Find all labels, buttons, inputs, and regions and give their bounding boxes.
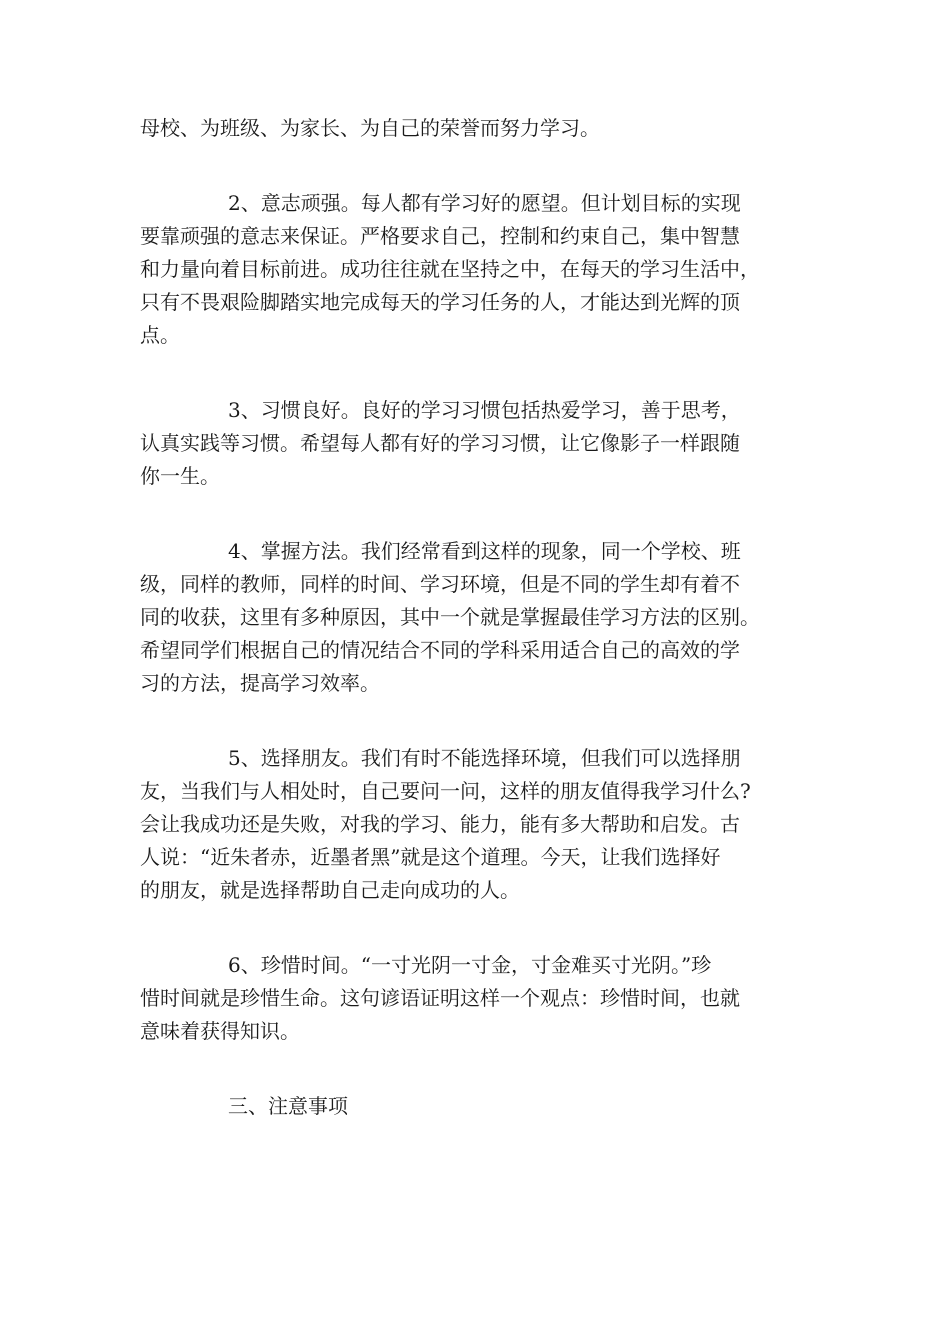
text-line: 要靠顽强的意志来保证。严格要求自己，控制和约束自己，集中智慧 [140, 224, 740, 248]
text-line: 6、珍惜时间。“一寸光阴一寸金，寸金难买寸光阴。”珍 [228, 953, 712, 977]
text-line: 你一生。 [140, 464, 220, 488]
text-line: 友，当我们与人相处时，自己要问一问，这样的朋友值得我学习什么? [140, 779, 751, 803]
section-heading: 三、注意事项 [228, 1094, 348, 1118]
text-line: 习的方法，提高学习效率。 [140, 671, 380, 695]
document-page [140, 112, 820, 1123]
text-line: 的朋友，就是选择帮助自己走向成功的人。 [140, 878, 520, 902]
text-line: 希望同学们根据自己的情况结合不同的学科采用适合自己的高效的学 [140, 638, 740, 662]
text-line: 4、掌握方法。我们经常看到这样的现象，同一个学校、班 [228, 539, 741, 563]
paragraph-item-3 [140, 394, 820, 493]
text-line: 同的收获，这里有多种原因，其中一个就是掌握最佳学习方法的区别。 [140, 605, 760, 629]
text-line: 只有不畏艰险脚踏实地完成每天的学习任务的人，才能达到光辉的顶 [140, 290, 740, 314]
text-line: 3、习惯良好。良好的学习习惯包括热爱学习，善于思考， [228, 398, 741, 422]
paragraph-item-4 [140, 535, 820, 700]
paragraph-continuation [140, 112, 820, 145]
text-line: 级，同样的教师，同样的时间、学习环境，但是不同的学生却有着不 [140, 572, 740, 596]
text-line: 和力量向着目标前进。成功往往就在坚持之中，在每天的学习生活中， [140, 257, 760, 281]
text-line: 惜时间就是珍惜生命。这句谚语证明这样一个观点：珍惜时间，也就 [140, 986, 740, 1010]
paragraph-item-6 [140, 949, 820, 1048]
text-line: 5、选择朋友。我们有时不能选择环境，但我们可以选择朋 [228, 746, 741, 770]
paragraph-item-5 [140, 742, 820, 907]
text-line: 意味着获得知识。 [140, 1019, 300, 1043]
text-line: 母校、为班级、为家长、为自己的荣誉而努力学习。 [140, 116, 600, 140]
text-line: 2、意志顽强。每人都有学习好的愿望。但计划目标的实现 [228, 191, 741, 215]
text-line: 会让我成功还是失败，对我的学习、能力，能有多大帮助和启发。古 [140, 812, 740, 836]
text-line: 人说：“近朱者赤，近墨者黑”就是这个道理。今天，让我们选择好 [140, 845, 721, 869]
text-line: 认真实践等习惯。希望每人都有好的学习习惯，让它像影子一样跟随 [140, 431, 740, 455]
text-line: 点。 [140, 323, 180, 347]
paragraph-item-2 [140, 187, 820, 352]
